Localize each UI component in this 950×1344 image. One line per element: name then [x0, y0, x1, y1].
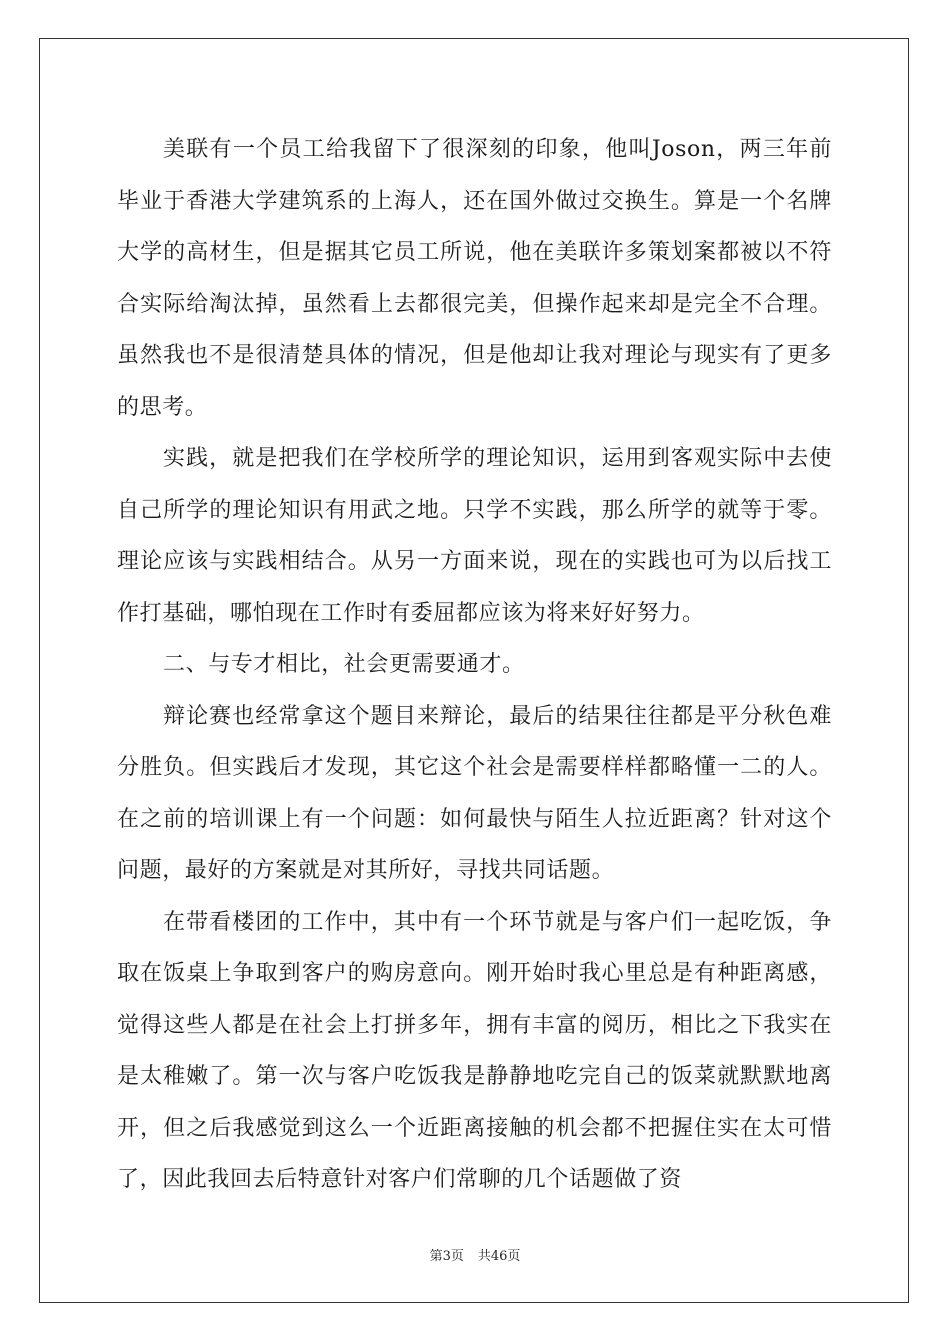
paragraph-2: 实践，就是把我们在学校所学的理论知识，运用到客观实际中去使自己所学的理论知识有用武之地。只学不实践，那么所学的就等于零。理论应该与实践相结合。从另一方面来说，现在的实践也可为以后找工作打基础，哪怕现在工作时有委屈都应该为将来好好努力。 [117, 446, 832, 626]
page-number: 第3页 [429, 1249, 464, 1264]
document-body [117, 124, 832, 1206]
total-pages: 共46页 [477, 1249, 521, 1264]
page-footer [0, 1245, 950, 1264]
paragraph-4: 在带看楼团的工作中，其中有一个环节就是与客户们一起吃饭，争取在饭桌上争取到客户的购房意向。刚开始时我心里总是有种距离感，觉得这些人都是在社会上打拼多年，拥有丰富的阅历，相比之下我实在是太稚嫩了。第一次与客户吃饭我是静静地吃完自己的饭菜就默默地离开，但之后我感觉到这么一个近距离接触的机会都不把握住实在太可惜了，因此我回去后特意针对客户们常聊的几个话题做了资 [117, 909, 832, 1192]
paragraph-1: 美联有一个员工给我留下了很深刻的印象，他叫Joson，两三年前毕业于香港大学建筑系的上海人，还在国外做过交换生。算是一个名牌大学的高材生，但是据其它员工所说，他在美联许多策划案都被以不符合实际给淘汰掉，虽然看上去都很完美，但操作起来却是完全不合理。虽然我也不是很清楚具体的情况，但是他却让我对理论与现实有了更多的思考。 [117, 137, 832, 420]
section-heading: 二、与专才相比，社会更需要通才。 [163, 652, 525, 677]
paragraph-3: 辩论赛也经常拿这个题目来辩论，最后的结果往往都是平分秋色难分胜负。但实践后才发现，其它这个社会是需要样样都略懂一二的人。在之前的培训课上有一个问题：如何最快与陌生人拉近距离？针对这个问题，最好的方案就是对其所好，寻找共同话题。 [117, 703, 832, 883]
